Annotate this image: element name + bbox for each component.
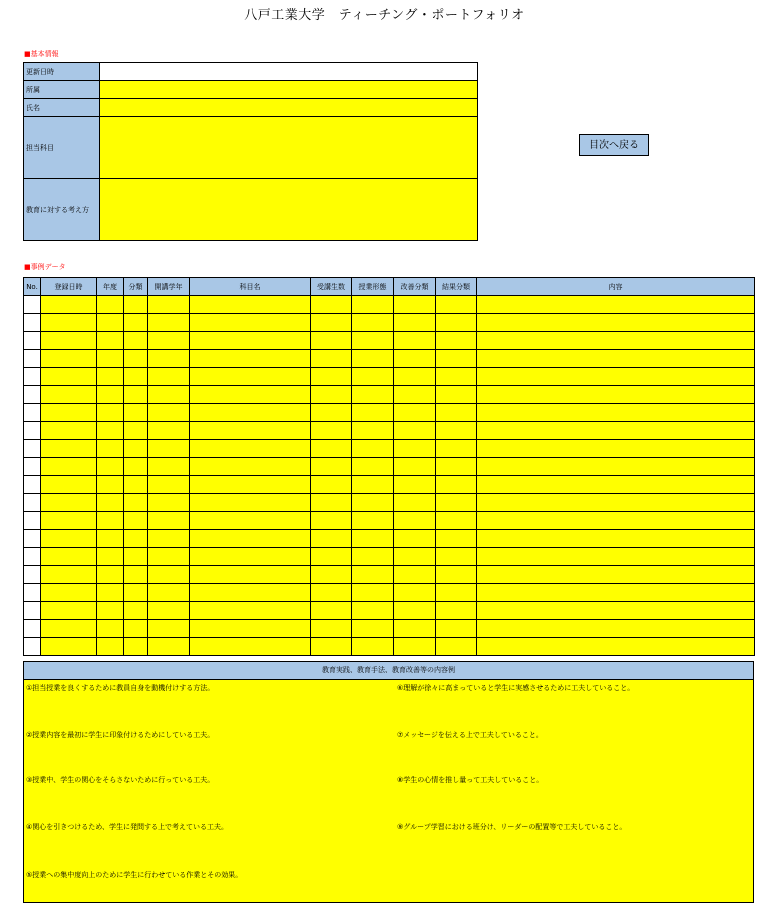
case-cell[interactable] <box>97 332 124 350</box>
case-cell[interactable] <box>477 368 755 386</box>
case-row <box>24 476 755 494</box>
case-cell[interactable] <box>41 620 97 638</box>
case-cell[interactable] <box>124 440 148 458</box>
examples-header: 教育実践、教育手法、教育改善等の内容例 <box>24 662 753 680</box>
case-cell[interactable] <box>311 566 352 584</box>
case-cell[interactable] <box>124 512 148 530</box>
case-cell[interactable] <box>436 314 477 332</box>
case-cell[interactable] <box>148 494 190 512</box>
case-cell[interactable] <box>124 584 148 602</box>
case-cell-no <box>24 386 41 404</box>
case-cell[interactable] <box>190 332 311 350</box>
case-cell[interactable] <box>148 584 190 602</box>
info-field-name[interactable] <box>100 99 478 117</box>
case-cell[interactable] <box>352 638 394 656</box>
case-cell[interactable] <box>311 350 352 368</box>
col-header-category: 分類 <box>124 278 148 296</box>
case-cell[interactable] <box>97 530 124 548</box>
example-item: ①担当授業を良くするために教員自身を動機付けする方法。 <box>26 684 215 692</box>
info-row-updated <box>24 63 478 81</box>
case-cell[interactable] <box>394 386 436 404</box>
col-header-improvement: 改善分類 <box>394 278 436 296</box>
info-row-name <box>24 99 478 117</box>
case-cell[interactable] <box>477 566 755 584</box>
case-cell[interactable] <box>41 332 97 350</box>
example-item: ②授業内容を最初に学生に印象付けるためにしている工夫。 <box>26 731 215 739</box>
case-cell[interactable] <box>148 512 190 530</box>
example-item: ③授業中、学生の関心をそらさないために行っている工夫。 <box>26 776 215 784</box>
case-cell[interactable] <box>124 350 148 368</box>
case-cell[interactable] <box>436 440 477 458</box>
case-cell[interactable] <box>148 458 190 476</box>
case-cell[interactable] <box>124 620 148 638</box>
case-cell[interactable] <box>311 386 352 404</box>
case-cell[interactable] <box>394 512 436 530</box>
case-row <box>24 386 755 404</box>
case-row <box>24 296 755 314</box>
example-item: ⑤授業への集中度向上のために学生に行わせている作業とその効果。 <box>26 871 243 879</box>
case-cell-no <box>24 584 41 602</box>
case-cell[interactable] <box>352 350 394 368</box>
case-cell[interactable] <box>97 620 124 638</box>
case-row <box>24 620 755 638</box>
case-cell[interactable] <box>436 458 477 476</box>
case-data-section-label: ■事例データ <box>24 263 66 271</box>
case-cell[interactable] <box>41 404 97 422</box>
case-row <box>24 368 755 386</box>
case-cell[interactable] <box>436 566 477 584</box>
case-cell[interactable] <box>477 386 755 404</box>
page-title: 八戸工業大学 ティーチング・ポートフォリオ <box>244 8 525 23</box>
case-cell[interactable] <box>477 548 755 566</box>
case-cell[interactable] <box>477 602 755 620</box>
case-cell[interactable] <box>124 548 148 566</box>
case-row <box>24 548 755 566</box>
case-row <box>24 638 755 656</box>
case-cell[interactable] <box>311 296 352 314</box>
case-cell[interactable] <box>394 494 436 512</box>
col-header-year: 年度 <box>97 278 124 296</box>
case-cell[interactable] <box>394 440 436 458</box>
case-cell[interactable] <box>148 422 190 440</box>
case-cell[interactable] <box>352 386 394 404</box>
case-cell[interactable] <box>124 404 148 422</box>
case-cell-no <box>24 638 41 656</box>
case-cell[interactable] <box>97 314 124 332</box>
col-header-result: 結果分類 <box>436 278 477 296</box>
col-header-format: 授業形態 <box>352 278 394 296</box>
case-cell[interactable] <box>124 332 148 350</box>
col-header-subject: 科目名 <box>190 278 311 296</box>
case-cell[interactable] <box>97 566 124 584</box>
case-cell[interactable] <box>124 530 148 548</box>
case-row <box>24 494 755 512</box>
case-cell[interactable] <box>41 440 97 458</box>
case-cell[interactable] <box>394 602 436 620</box>
case-cell[interactable] <box>190 548 311 566</box>
info-label-name: 氏名 <box>24 99 100 117</box>
example-item: ⑨グループ学習における班分け、リーダーの配置等で工夫していること。 <box>397 823 627 831</box>
case-cell[interactable] <box>148 404 190 422</box>
case-cell[interactable] <box>97 584 124 602</box>
case-cell-no <box>24 530 41 548</box>
case-cell[interactable] <box>352 494 394 512</box>
case-cell[interactable] <box>190 638 311 656</box>
case-cell[interactable] <box>394 530 436 548</box>
case-cell[interactable] <box>148 368 190 386</box>
case-cell-no <box>24 476 41 494</box>
info-label-affiliation: 所属 <box>24 81 100 99</box>
case-cell-no <box>24 296 41 314</box>
case-cell[interactable] <box>477 476 755 494</box>
case-cell[interactable] <box>97 494 124 512</box>
case-cell[interactable] <box>394 368 436 386</box>
case-cell-no <box>24 494 41 512</box>
case-cell[interactable] <box>436 638 477 656</box>
case-cell[interactable] <box>352 512 394 530</box>
example-item: ④関心を引きつけるため、学生に発問する上で考えている工夫。 <box>26 823 228 831</box>
case-cell[interactable] <box>41 386 97 404</box>
case-cell[interactable] <box>190 494 311 512</box>
info-row-subjects <box>24 117 478 179</box>
case-cell-no <box>24 566 41 584</box>
info-field-updated[interactable] <box>100 63 478 81</box>
col-header-grade: 開講学年 <box>148 278 190 296</box>
case-cell-no <box>24 620 41 638</box>
info-label-philosophy: 教育に対する考え方 <box>24 179 100 241</box>
info-row-affiliation <box>24 81 478 99</box>
case-cell-no <box>24 512 41 530</box>
case-cell[interactable] <box>394 296 436 314</box>
info-field-affiliation[interactable] <box>100 81 478 99</box>
case-cell[interactable] <box>124 296 148 314</box>
case-cell[interactable] <box>41 602 97 620</box>
case-cell[interactable] <box>311 314 352 332</box>
case-cell[interactable] <box>477 494 755 512</box>
case-cell[interactable] <box>394 566 436 584</box>
case-cell-no <box>24 458 41 476</box>
basic-info-section-label: ■基本情報 <box>24 50 59 58</box>
case-cell[interactable] <box>97 638 124 656</box>
case-cell[interactable] <box>436 530 477 548</box>
col-header-no: No. <box>24 278 41 296</box>
case-cell[interactable] <box>352 440 394 458</box>
info-label-subjects: 担当科目 <box>24 117 100 179</box>
back-to-index-button[interactable]: 目次へ戻る <box>579 134 649 156</box>
case-cell-no <box>24 404 41 422</box>
case-cell[interactable] <box>41 566 97 584</box>
case-cell[interactable] <box>41 548 97 566</box>
case-cell[interactable] <box>394 422 436 440</box>
case-cell[interactable] <box>436 404 477 422</box>
case-row <box>24 530 755 548</box>
case-cell-no <box>24 548 41 566</box>
case-cell[interactable] <box>190 314 311 332</box>
case-cell[interactable] <box>352 530 394 548</box>
case-cell[interactable] <box>436 332 477 350</box>
case-cell[interactable] <box>436 512 477 530</box>
case-cell[interactable] <box>190 458 311 476</box>
case-cell[interactable] <box>190 350 311 368</box>
case-cell[interactable] <box>352 458 394 476</box>
case-cell[interactable] <box>148 314 190 332</box>
col-header-students: 受講生数 <box>311 278 352 296</box>
case-cell[interactable] <box>124 566 148 584</box>
case-cell[interactable] <box>352 404 394 422</box>
case-cell[interactable] <box>394 476 436 494</box>
case-cell[interactable] <box>352 296 394 314</box>
case-row <box>24 332 755 350</box>
case-cell[interactable] <box>311 458 352 476</box>
case-cell[interactable] <box>477 512 755 530</box>
case-cell[interactable] <box>477 332 755 350</box>
case-cell[interactable] <box>97 386 124 404</box>
case-cell[interactable] <box>41 350 97 368</box>
case-cell[interactable] <box>190 584 311 602</box>
case-cell[interactable] <box>394 638 436 656</box>
case-cell[interactable] <box>124 386 148 404</box>
case-cell[interactable] <box>97 602 124 620</box>
case-cell[interactable] <box>311 422 352 440</box>
case-cell[interactable] <box>190 530 311 548</box>
case-cell[interactable] <box>311 512 352 530</box>
case-row <box>24 566 755 584</box>
case-cell[interactable] <box>477 422 755 440</box>
case-cell[interactable] <box>148 602 190 620</box>
case-cell[interactable] <box>311 476 352 494</box>
basic-info-table <box>23 62 478 241</box>
case-cell[interactable] <box>394 404 436 422</box>
case-cell[interactable] <box>148 530 190 548</box>
case-cell-no <box>24 314 41 332</box>
case-cell[interactable] <box>148 476 190 494</box>
case-cell[interactable] <box>436 296 477 314</box>
case-cell[interactable] <box>124 422 148 440</box>
case-cell[interactable] <box>190 404 311 422</box>
case-cell[interactable] <box>477 638 755 656</box>
case-row <box>24 314 755 332</box>
case-cell[interactable] <box>190 620 311 638</box>
case-cell[interactable] <box>41 638 97 656</box>
case-cell[interactable] <box>97 422 124 440</box>
case-cell[interactable] <box>124 476 148 494</box>
case-cell[interactable] <box>97 458 124 476</box>
col-header-content: 内容 <box>477 278 755 296</box>
case-cell[interactable] <box>97 548 124 566</box>
case-cell-no <box>24 422 41 440</box>
case-row <box>24 458 755 476</box>
case-cell[interactable] <box>190 476 311 494</box>
case-cell[interactable] <box>352 566 394 584</box>
case-cell[interactable] <box>436 476 477 494</box>
case-cell[interactable] <box>97 404 124 422</box>
case-cell[interactable] <box>352 548 394 566</box>
case-cell[interactable] <box>41 314 97 332</box>
case-cell[interactable] <box>97 350 124 368</box>
case-cell[interactable] <box>311 584 352 602</box>
case-cell[interactable] <box>124 368 148 386</box>
case-cell[interactable] <box>477 440 755 458</box>
case-cell[interactable] <box>477 620 755 638</box>
case-cell[interactable] <box>190 566 311 584</box>
case-cell[interactable] <box>148 440 190 458</box>
case-cell[interactable] <box>311 620 352 638</box>
case-cell[interactable] <box>394 620 436 638</box>
case-cell[interactable] <box>148 350 190 368</box>
col-header-registered: 登録日時 <box>41 278 97 296</box>
case-cell[interactable] <box>124 458 148 476</box>
case-cell[interactable] <box>148 638 190 656</box>
case-cell[interactable] <box>436 422 477 440</box>
case-cell[interactable] <box>311 530 352 548</box>
case-cell[interactable] <box>41 584 97 602</box>
case-cell[interactable] <box>97 368 124 386</box>
case-cell[interactable] <box>477 350 755 368</box>
case-cell[interactable] <box>97 440 124 458</box>
case-cell[interactable] <box>124 314 148 332</box>
case-cell[interactable] <box>124 494 148 512</box>
case-cell-no <box>24 368 41 386</box>
case-cell[interactable] <box>41 458 97 476</box>
case-cell[interactable] <box>352 620 394 638</box>
case-cell-no <box>24 332 41 350</box>
case-cell[interactable] <box>394 548 436 566</box>
case-cell[interactable] <box>394 584 436 602</box>
case-cell[interactable] <box>436 368 477 386</box>
case-cell[interactable] <box>41 296 97 314</box>
case-cell[interactable] <box>352 476 394 494</box>
case-cell[interactable] <box>190 368 311 386</box>
case-cell[interactable] <box>477 404 755 422</box>
case-table-body <box>24 296 755 656</box>
case-cell[interactable] <box>352 368 394 386</box>
case-cell[interactable] <box>394 314 436 332</box>
case-cell[interactable] <box>436 386 477 404</box>
case-cell[interactable] <box>41 368 97 386</box>
info-field-subjects[interactable] <box>100 117 478 179</box>
case-cell[interactable] <box>190 602 311 620</box>
case-cell[interactable] <box>148 386 190 404</box>
case-cell-no <box>24 602 41 620</box>
example-item: ⑥理解が徐々に高まっていると学生に実感させるために工夫していること。 <box>397 684 635 692</box>
examples-box <box>23 661 754 903</box>
case-cell[interactable] <box>311 494 352 512</box>
case-row <box>24 512 755 530</box>
case-cell[interactable] <box>190 512 311 530</box>
case-cell[interactable] <box>477 296 755 314</box>
case-cell[interactable] <box>97 476 124 494</box>
case-cell[interactable] <box>148 548 190 566</box>
info-label-updated: 更新日時 <box>24 63 100 81</box>
example-item: ⑧学生の心情を推し量って工夫していること。 <box>397 776 544 784</box>
case-cell[interactable] <box>436 602 477 620</box>
case-cell[interactable] <box>41 494 97 512</box>
case-cell[interactable] <box>311 332 352 350</box>
case-cell[interactable] <box>436 350 477 368</box>
case-cell[interactable] <box>311 440 352 458</box>
case-cell[interactable] <box>394 332 436 350</box>
case-row <box>24 584 755 602</box>
case-cell[interactable] <box>394 350 436 368</box>
case-cell[interactable] <box>436 494 477 512</box>
case-cell[interactable] <box>41 512 97 530</box>
case-cell[interactable] <box>311 404 352 422</box>
case-cell[interactable] <box>477 458 755 476</box>
info-field-philosophy[interactable] <box>100 179 478 241</box>
case-cell[interactable] <box>477 584 755 602</box>
case-cell[interactable] <box>41 422 97 440</box>
case-cell[interactable] <box>352 332 394 350</box>
case-cell[interactable] <box>436 620 477 638</box>
case-cell[interactable] <box>148 620 190 638</box>
case-cell[interactable] <box>436 548 477 566</box>
case-cell[interactable] <box>190 440 311 458</box>
case-cell[interactable] <box>477 314 755 332</box>
case-cell[interactable] <box>436 584 477 602</box>
case-row <box>24 602 755 620</box>
case-cell[interactable] <box>477 530 755 548</box>
case-cell[interactable] <box>190 296 311 314</box>
case-header-row <box>24 278 755 296</box>
case-cell[interactable] <box>311 602 352 620</box>
case-cell[interactable] <box>190 386 311 404</box>
case-cell[interactable] <box>311 368 352 386</box>
case-cell[interactable] <box>148 566 190 584</box>
case-cell[interactable] <box>148 296 190 314</box>
case-cell[interactable] <box>41 476 97 494</box>
case-cell[interactable] <box>352 584 394 602</box>
case-cell[interactable] <box>97 512 124 530</box>
case-row <box>24 440 755 458</box>
case-cell[interactable] <box>352 422 394 440</box>
case-cell[interactable] <box>311 638 352 656</box>
case-cell[interactable] <box>148 332 190 350</box>
info-row-philosophy <box>24 179 478 241</box>
example-item: ⑦メッセージを伝える上で工夫していること。 <box>397 731 543 739</box>
case-cell-no <box>24 350 41 368</box>
case-cell[interactable] <box>41 530 97 548</box>
case-cell[interactable] <box>394 458 436 476</box>
case-cell[interactable] <box>311 548 352 566</box>
case-row <box>24 422 755 440</box>
case-cell-no <box>24 440 41 458</box>
case-cell[interactable] <box>124 602 148 620</box>
case-cell[interactable] <box>97 296 124 314</box>
case-cell[interactable] <box>190 422 311 440</box>
case-row <box>24 404 755 422</box>
case-cell[interactable] <box>352 602 394 620</box>
case-cell[interactable] <box>352 314 394 332</box>
case-cell[interactable] <box>124 638 148 656</box>
case-data-table <box>23 277 755 656</box>
case-row <box>24 350 755 368</box>
